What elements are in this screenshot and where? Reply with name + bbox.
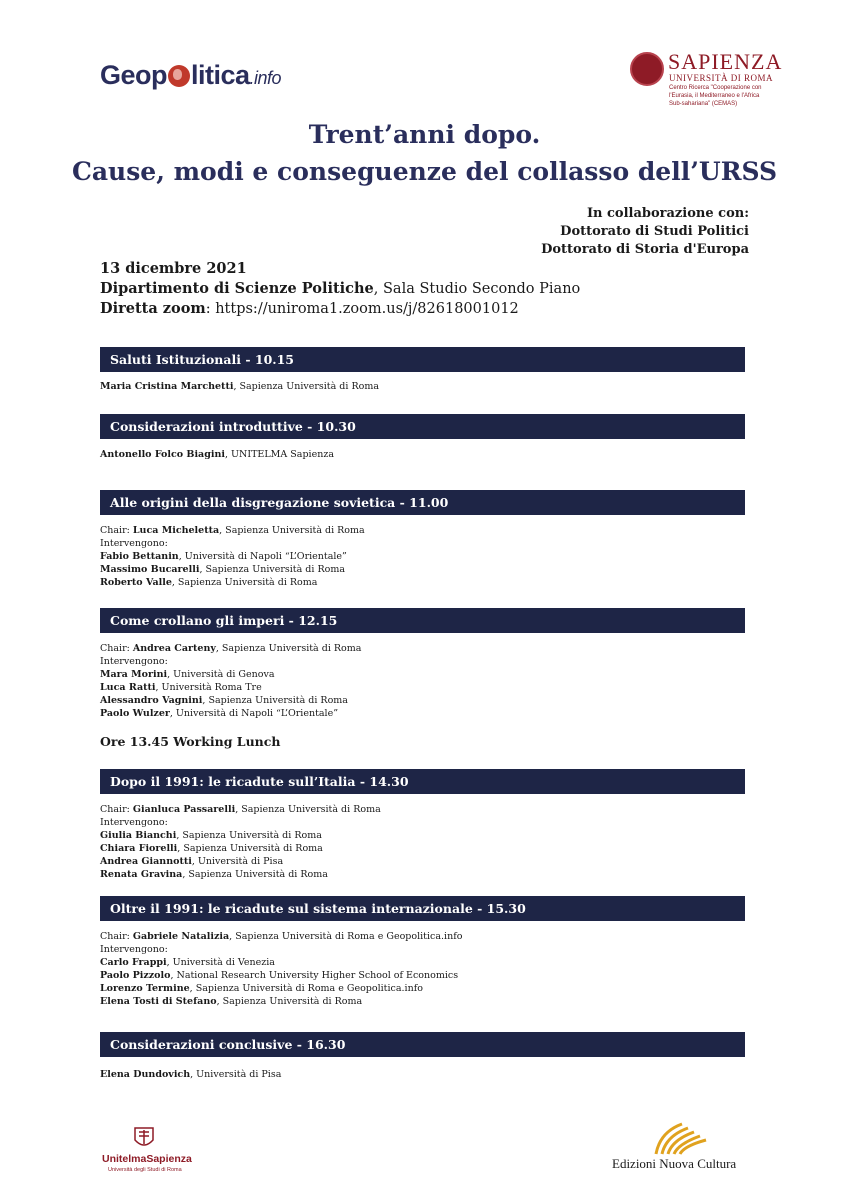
speaker-line: Renata Gravina, Sapienza Università di Roma: [100, 869, 328, 880]
session-header: Oltre il 1991: le ricadute sul sistema internazionale - 15.30: [100, 896, 745, 921]
event-venue-detail: , Sala Studio Secondo Piano: [373, 281, 581, 297]
session-header: Dopo il 1991: le ricadute sull’Italia - 14.30: [100, 769, 745, 794]
speaker-line: Paolo Pizzolo, National Research University Higher School of Economics: [100, 970, 459, 981]
session-speakers: [100, 1068, 745, 1081]
session-header: Saluti Istituzionali - 10.15: [100, 347, 745, 372]
speaker-line: Paolo Wulzer, Università di Napoli “L’Orientale”: [100, 708, 339, 719]
session-speakers: [100, 524, 745, 589]
collaboration-heading: In collaborazione con:: [586, 206, 749, 221]
speaker-line: Maria Cristina Marchetti, Sapienza Università di Roma: [100, 381, 379, 392]
speaker-line: Alessandro Vagnini, Sapienza Università di Roma: [100, 695, 348, 706]
sapienza-seal-icon: [630, 52, 664, 86]
collaboration-block: [541, 205, 749, 259]
speaker-line: Carlo Frappi, Università di Venezia: [100, 957, 275, 968]
speaker-line: Giulia Bianchi, Sapienza Università di Roma: [100, 830, 322, 841]
session-speakers: [100, 642, 745, 720]
session-speakers: [100, 380, 745, 393]
event-venue: Dipartimento di Scienze Politiche: [100, 280, 374, 297]
session-speakers: [100, 448, 745, 461]
unitelma-crest-icon: [133, 1124, 155, 1150]
event-info: [100, 259, 580, 319]
edizioni-nuova-cultura-logo-icon: [652, 1118, 722, 1158]
speaker-line: Lorenzo Termine, Sapienza Università di Roma e Geopolitica.info: [100, 983, 423, 994]
sapienza-university: UNIVERSITÀ DI ROMA: [669, 73, 773, 83]
collaboration-item: Dottorato di Storia d'Europa: [541, 242, 749, 257]
speaker-line: Intervengono:: [100, 817, 168, 828]
speaker-line: Intervengono:: [100, 656, 168, 667]
speaker-line: Elena Dundovich, Università di Pisa: [100, 1069, 282, 1080]
speaker-line: Roberto Valle, Sapienza Università di Roma: [100, 577, 318, 588]
zoom-link[interactable]: : https://uniroma1.zoom.us/j/82618001012: [205, 301, 519, 317]
unitelma-subtitle: Università degli Studi di Roma: [108, 1167, 182, 1173]
globe-icon: [168, 65, 190, 87]
speaker-line: Chiara Fiorelli, Sapienza Università di Roma: [100, 843, 323, 854]
speaker-line: Chair: Andrea Carteny, Sapienza Università di Roma: [100, 643, 362, 654]
geopolitica-logo: Geop litica.info: [100, 60, 282, 90]
session-speakers: [100, 803, 745, 881]
session-header: Alle origini della disgregazione sovietica - 11.00: [100, 490, 745, 515]
speaker-line: Chair: Gianluca Passarelli, Sapienza Università di Roma: [100, 804, 381, 815]
zoom-label: Diretta zoom: [100, 300, 206, 317]
collaboration-item: Dottorato di Studi Politici: [560, 224, 749, 239]
unitelma-name: UnitelmaSapienza: [102, 1153, 192, 1165]
speaker-line: Intervengono:: [100, 538, 168, 549]
session-header: Come crollano gli imperi - 12.15: [100, 608, 745, 633]
speaker-line: Antonello Folco Biagini, UNITELMA Sapienza: [100, 449, 334, 460]
title-line-1: Trent’anni dopo.: [308, 120, 541, 149]
speaker-line: Chair: Luca Micheletta, Sapienza Università di Roma: [100, 525, 365, 536]
session-header: Considerazioni conclusive - 16.30: [100, 1032, 745, 1057]
speaker-line: Chair: Gabriele Natalizia, Sapienza Università di Roma e Geopolitica.info: [100, 931, 463, 942]
sapienza-center: Centro Ricerca "Cooperazione con l'Eurasia, il Mediterraneo e l'Africa Sub-sahariana" (CEMAS): [669, 85, 762, 107]
speaker-line: Fabio Bettanin, Università di Napoli “L’Orientale”: [100, 551, 347, 562]
edizioni-nuova-cultura-name: Edizioni Nuova Cultura: [612, 1156, 737, 1171]
event-date: 13 dicembre 2021: [100, 260, 247, 277]
speaker-line: Andrea Giannotti, Università di Pisa: [100, 856, 284, 867]
title-line-2: Cause, modi e conseguenze del collasso dell’URSS: [71, 157, 778, 186]
speaker-line: Mara Morini, Università di Genova: [100, 669, 275, 680]
session-header: Considerazioni introduttive - 10.30: [100, 414, 745, 439]
speaker-line: Elena Tosti di Stefano, Sapienza Università di Roma: [100, 996, 363, 1007]
working-lunch: Ore 13.45 Working Lunch: [100, 734, 281, 749]
speaker-line: Massimo Bucarelli, Sapienza Università di Roma: [100, 564, 345, 575]
speaker-line: Luca Ratti, Università Roma Tre: [100, 682, 262, 693]
speaker-line: Intervengono:: [100, 944, 168, 955]
session-speakers: [100, 930, 745, 1008]
sapienza-name: SAPIENZA: [668, 49, 783, 74]
